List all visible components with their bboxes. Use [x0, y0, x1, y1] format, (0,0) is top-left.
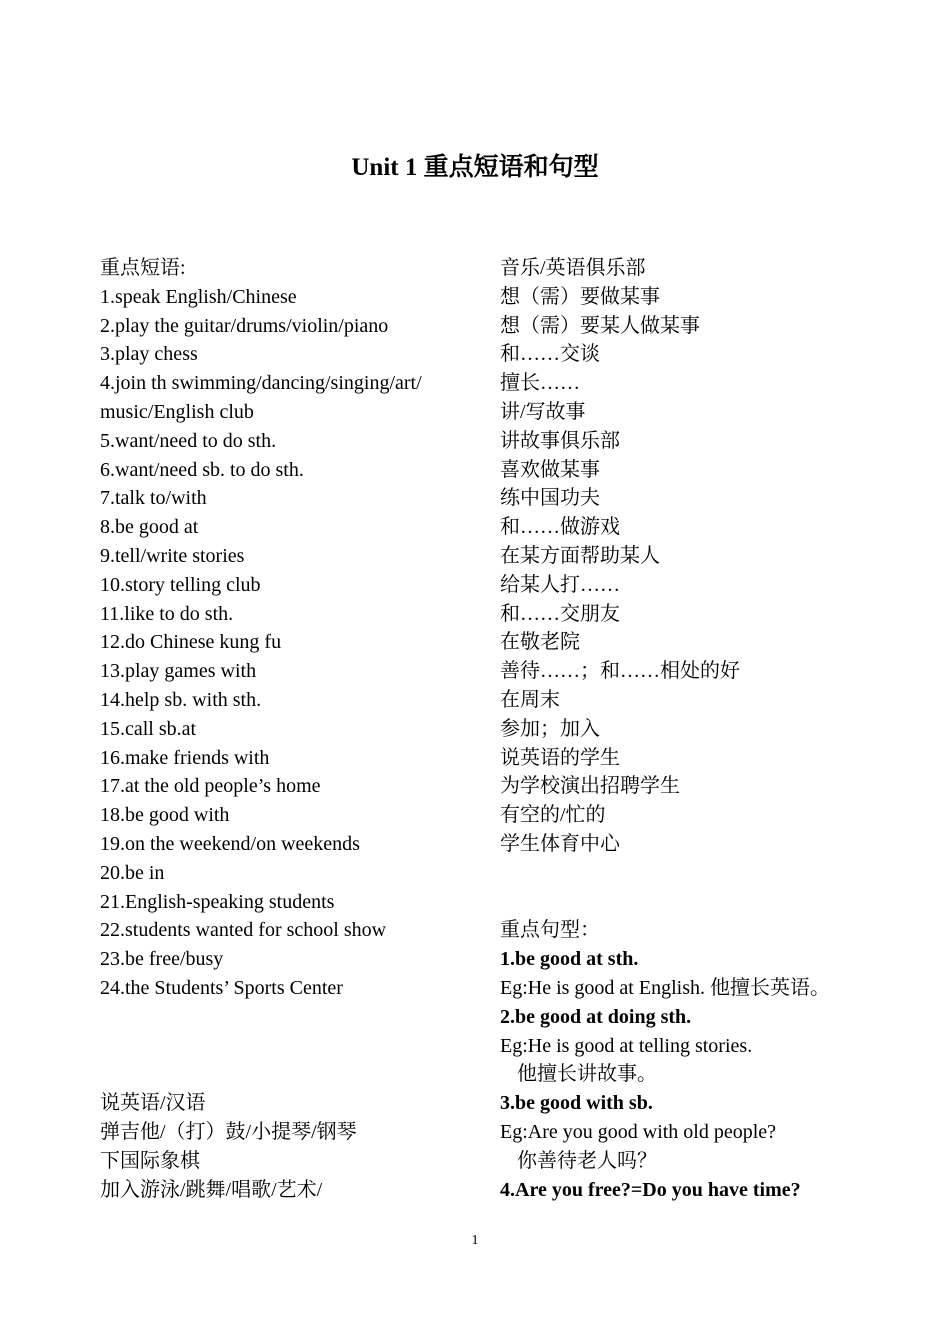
blank-line: [500, 888, 940, 917]
phrase-item: 13.play games with: [100, 660, 257, 683]
sentence-translation: 他擅长讲故事。: [517, 1063, 657, 1086]
translations-column: [500, 254, 940, 1204]
phrase-item: 14.help sb. with sth.: [100, 688, 262, 711]
phrases-heading: 重点短语:: [100, 257, 186, 279]
sentence-example: Eg:He is good at telling stories.: [500, 1034, 753, 1057]
translation-item: 下国际象棋: [100, 1149, 200, 1172]
translation-item: 在周末: [500, 688, 560, 711]
sentence-example: Eg:He is good at English. 他擅长英语。: [500, 976, 830, 999]
translation-item: 想（需）要某人做某事: [500, 314, 700, 337]
translation-item: 有空的/忙的: [500, 804, 606, 827]
translation-item: 说英语/汉语: [100, 1092, 206, 1115]
phrase-item: 6.want/need sb. to do sth.: [100, 458, 304, 481]
page-title: Unit 1 重点短语和句型: [351, 154, 599, 181]
phrase-item: 15.call sb.at: [100, 717, 197, 740]
phrase-item: 1.speak English/Chinese: [100, 285, 297, 308]
phrase-item: 7.talk to/with: [100, 487, 207, 510]
phrase-item: 2.play the guitar/drums/violin/piano: [100, 314, 389, 337]
translation-item: 善待……；和……相处的好: [500, 660, 740, 683]
phrase-item: 16.make friends with: [100, 746, 270, 769]
phrase-item: 4.join th swimming/dancing/singing/art/: [100, 372, 422, 395]
blank-line: [100, 1003, 490, 1032]
phrase-item: 5.want/need to do sth.: [100, 429, 277, 452]
phrase-item: 12.do Chinese kung fu: [100, 631, 282, 654]
translation-item: 和……交朋友: [500, 602, 620, 625]
translation-item: 想（需）要做某事: [500, 285, 660, 308]
sentence-pattern: 2.be good at doing sth.: [500, 1005, 692, 1028]
phrase-item: 24.the Students’ Sports Center: [100, 976, 343, 999]
phrase-item: music/English club: [100, 400, 254, 423]
blank-line: [100, 1032, 490, 1061]
translation-item: 讲故事俱乐部: [500, 429, 620, 452]
phrase-item: 21.English-speaking students: [100, 890, 335, 913]
sentence-pattern: 3.be good with sb.: [500, 1092, 653, 1115]
phrase-item: 22.students wanted for school show: [100, 919, 387, 942]
phrase-item: 11.like to do sth.: [100, 602, 234, 625]
sentences-heading: 重点句型：: [500, 919, 600, 942]
translation-item: 在敬老院: [500, 631, 580, 654]
translation-item: 喜欢做某事: [500, 458, 600, 481]
phrase-item: 3.play chess: [100, 343, 198, 366]
blank-line: [100, 1060, 490, 1089]
phrase-item: 18.be good with: [100, 804, 230, 827]
translation-item: 弹吉他/（打）鼓/小提琴/钢琴: [100, 1120, 357, 1143]
translation-item: 为学校演出招聘学生: [500, 775, 680, 798]
phrase-item: 17.at the old people’s home: [100, 775, 321, 798]
translation-item: 加入游泳/跳舞/唱歌/艺术/: [100, 1178, 323, 1201]
phrase-item: 23.be free/busy: [100, 948, 224, 971]
blank-line: [500, 859, 940, 888]
translation-item: 音乐/英语俱乐部: [500, 257, 646, 279]
phrase-item: 20.be in: [100, 861, 165, 884]
phrase-item: 8.be good at: [100, 516, 199, 539]
translation-item: 说英语的学生: [500, 746, 620, 769]
translation-item: 练中国功夫: [500, 487, 600, 510]
phrase-item: 10.story telling club: [100, 573, 261, 596]
sentence-pattern: 4.Are you free?=Do you have time?: [500, 1178, 801, 1201]
sentence-translation: 你善待老人吗？: [517, 1149, 657, 1172]
translation-item: 讲/写故事: [500, 400, 586, 423]
translation-item: 在某方面帮助某人: [500, 544, 660, 567]
translation-item: 给某人打……: [500, 573, 620, 596]
translation-item: 和……交谈: [500, 343, 600, 366]
translation-item: 和……做游戏: [500, 516, 620, 539]
translation-item: 参加；加入: [500, 717, 600, 740]
phrase-item: 19.on the weekend/on weekends: [100, 832, 360, 855]
phrases-column: [100, 254, 490, 1204]
translation-item: 擅长……: [500, 372, 580, 395]
sentence-example: Eg:Are you good with old people?: [500, 1120, 777, 1143]
page-number: 1: [471, 1233, 479, 1248]
translation-item: 学生体育中心: [500, 832, 620, 855]
sentence-pattern: 1.be good at sth.: [500, 948, 639, 971]
phrase-item: 9.tell/write stories: [100, 544, 245, 567]
